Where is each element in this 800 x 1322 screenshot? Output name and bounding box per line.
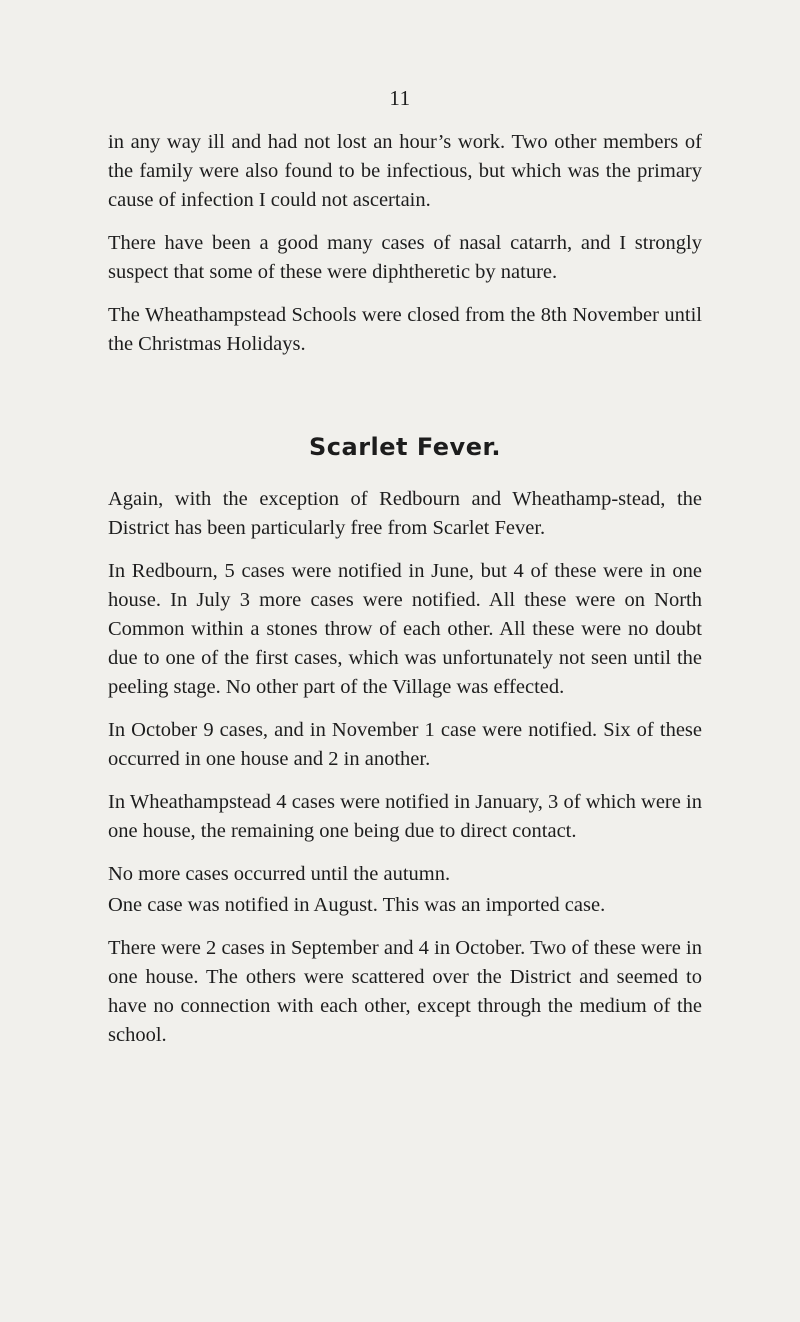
page-body: [108, 128, 702, 1050]
paragraph-continuation: in any way ill and had not lost an hour’s work. Two other members of the family were also found to be infectious, but which was the primary cause of infection I could not ascertain.: [108, 131, 702, 211]
paragraph-redbourn-june: In Redbourn, 5 cases were notified in June, but 4 of these were in one house. In July 3 more cases were notified. All these were on North Common within a stones throw of each other. All these were no doubt due to one of the first cases, which was unfortunately not seen until the peeling stage. No other part of the Village was effected.: [108, 560, 702, 698]
paragraph-october-november: In October 9 cases, and in November 1 case were notified. Six of these occurred in one house and 2 in another.: [108, 719, 702, 770]
paragraph-august-case: One case was notified in August. This was an imported case.: [108, 894, 606, 916]
paragraph-september-october: There were 2 cases in September and 4 in October. Two of these were in one house. The others were scattered over the District and seemed to have no connection with each other, except through the medium of the school.: [108, 937, 702, 1046]
paragraph-district-free: Again, with the exception of Redbourn and Wheathamp-stead, the District has been particularly free from Scarlet Fever.: [108, 488, 702, 539]
paragraph-no-more-cases: No more cases occurred until the autumn.: [108, 863, 451, 885]
paragraph-schools-closed: The Wheathampstead Schools were closed from the 8th November until the Christmas Holidays.: [108, 304, 702, 355]
page-number: 11: [389, 86, 411, 110]
section-heading-scarlet-fever: Scarlet Fever.: [308, 433, 502, 461]
paragraph-nasal-catarrh: There have been a good many cases of nasal catarrh, and I strongly suspect that some of these were diphtheretic by nature.: [108, 232, 702, 283]
paragraph-wheathampstead-january: In Wheathampstead 4 cases were notified in January, 3 of which were in one house, the remaining one being due to direct contact.: [108, 791, 702, 842]
